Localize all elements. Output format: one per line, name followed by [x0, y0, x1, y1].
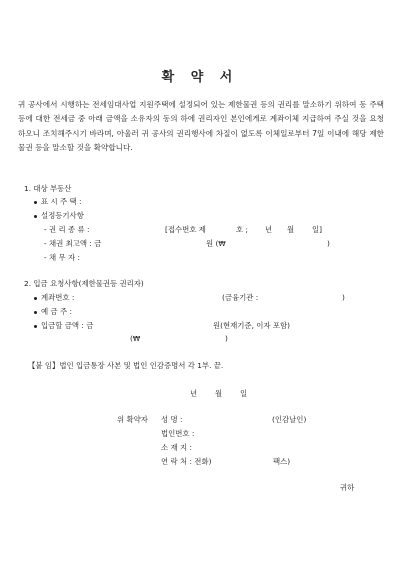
- bullet-icon: [34, 311, 37, 314]
- receipt-month: 월: [287, 225, 295, 234]
- holder-row: [34, 307, 72, 317]
- max-claim-label: - 채권 최고액 : 금: [44, 239, 102, 248]
- contact-label: 연 락 처 : 전화): [161, 457, 212, 466]
- amount-symbol: (₩: [130, 334, 141, 343]
- registration-row: [34, 211, 84, 221]
- bullet-icon: [34, 201, 37, 204]
- amount-close: ): [225, 334, 228, 343]
- amount-row: [34, 321, 93, 331]
- max-claim-close: ): [327, 239, 330, 248]
- address-label: 표 시 주 택 :: [41, 197, 82, 206]
- signer-address-label: 소 재 지 :: [161, 443, 192, 452]
- bank-label: (금융기관 :: [222, 293, 259, 302]
- date-month: 월: [215, 389, 223, 398]
- bullet-icon: [34, 325, 37, 328]
- holder-label: 예 금 주 :: [41, 307, 72, 316]
- amount-won: 원(현재기준, 이자 포함): [213, 321, 291, 330]
- bullet-icon: [34, 215, 37, 218]
- max-claim-won: 원 (₩: [206, 239, 226, 248]
- right-type-label: - 권 리 종 류 :: [44, 225, 90, 234]
- seal-label: (인감날인): [272, 415, 307, 424]
- receipt-day: 일]: [312, 225, 323, 234]
- address-row: [34, 197, 81, 207]
- debtor-label: - 채 무 자 :: [44, 253, 80, 262]
- attachment-line: 【붙 임】법인 입금통장 사본 및 법인 인감증명서 각 1부. 끝.: [28, 361, 224, 370]
- signer-name-label: 성 명 :: [161, 415, 183, 424]
- date-year: 년: [190, 389, 198, 398]
- registration-label: 설정등기사항: [41, 211, 84, 220]
- intro-paragraph: 귀 공사에서 시행하는 전세임대사업 지원주택에 설정되어 있는 제한물권 등의 권리를 말소하기 위하여 동 주택 등에 대한 전세금 중 아래 금액을 소유자의 동의 하에 권리자인 본인에게로 계좌이체 지급하여 주실 것을 요청하오니 조치해주시기 바라며, 아울러 귀 공사의 권리행사에 차질이 없도록 이체일로부터 7일 이내에 해당 제한물권 등을 말소할 것을 확약합니다.: [18, 100, 384, 153]
- bank-close: ): [342, 293, 345, 302]
- section2-heading: 2. 입금 요청사항(제한물권등 권리자): [24, 279, 144, 288]
- receipt-label: [접수번호 제: [165, 225, 206, 234]
- receipt-year: 년: [265, 225, 273, 234]
- signer-role: 위 확약자: [117, 415, 148, 424]
- corp-no-label: 법인번호 :: [161, 429, 195, 438]
- bullet-icon: [34, 297, 37, 300]
- receipt-no: 호 ;: [236, 225, 248, 234]
- section1-heading: 1. 대상 부동산: [24, 184, 72, 193]
- amount-label: 입금할 금액 : 금: [41, 321, 94, 330]
- account-label: 계좌번호 :: [41, 293, 75, 302]
- document-title: 확 약 서: [161, 70, 239, 85]
- fax-label: 팩스): [273, 457, 291, 466]
- account-row: [34, 293, 74, 303]
- recipient: 귀하: [340, 483, 355, 492]
- date-day: 일: [240, 389, 248, 398]
